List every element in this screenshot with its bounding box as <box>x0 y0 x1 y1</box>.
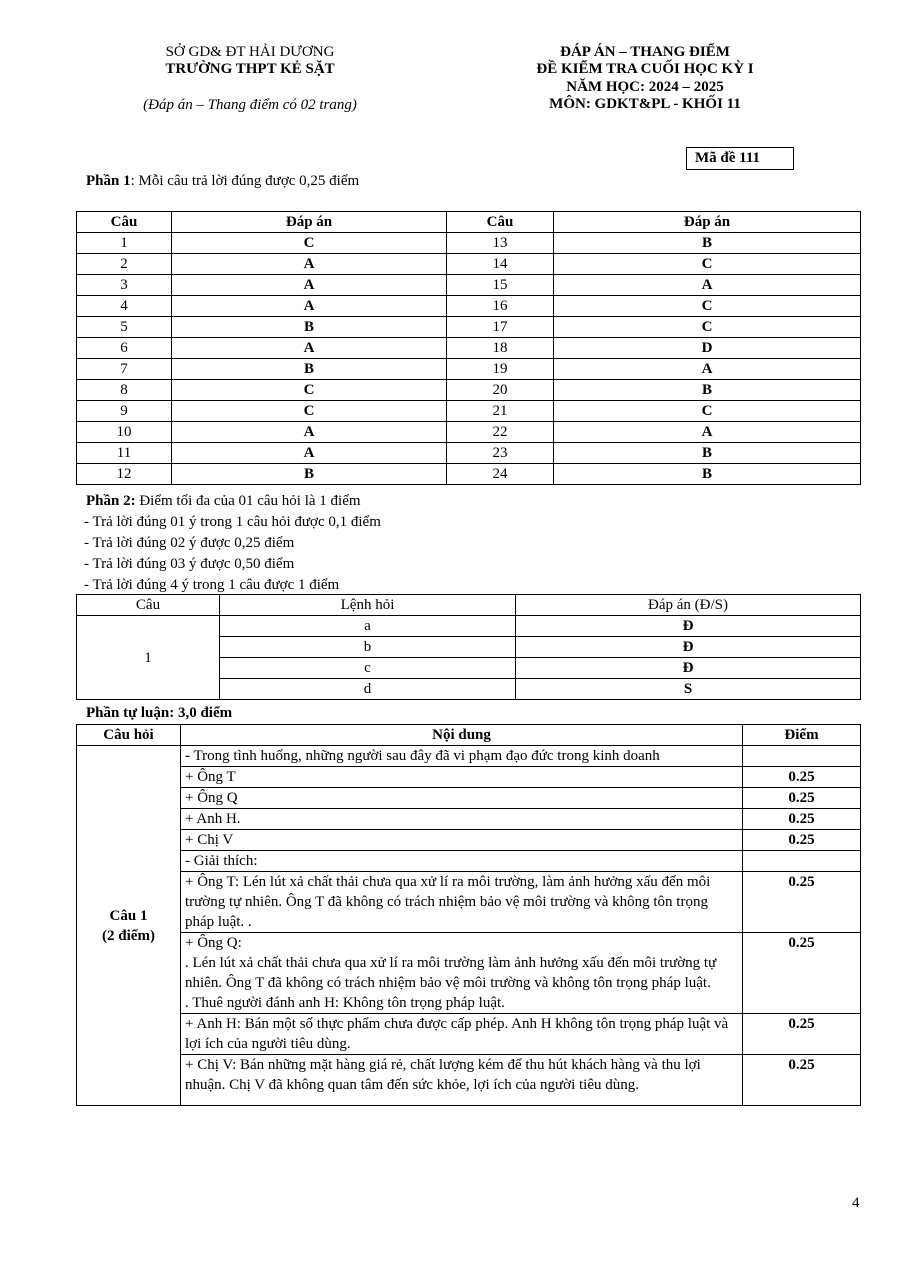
answer-letter: D <box>554 338 861 359</box>
answer-letter: C <box>172 233 447 254</box>
question-number: 18 <box>447 338 554 359</box>
answer-letter: C <box>554 317 861 338</box>
table-row <box>77 296 861 317</box>
part2-desc: Điểm tối đa của 01 câu hỏi là 1 điểm <box>135 493 361 509</box>
question-number: 6 <box>77 338 172 359</box>
question-number: 24 <box>447 464 554 485</box>
score-cell: 0.25 <box>743 809 861 830</box>
statement-letter: a <box>220 616 516 637</box>
answer-letter: C <box>554 401 861 422</box>
subject-grade: MÔN: GDKT&PL - KHỐI 11 <box>549 95 741 112</box>
table-row <box>77 830 861 851</box>
true-false-answer: Đ <box>516 616 861 637</box>
score-cell: 0.25 <box>743 933 861 1014</box>
question-number: 17 <box>447 317 554 338</box>
table-row <box>77 872 861 933</box>
question-number: 16 <box>447 296 554 317</box>
table-row <box>77 275 861 296</box>
table-header-row <box>77 212 861 233</box>
question-number: 13 <box>447 233 554 254</box>
answer-letter: A <box>172 275 447 296</box>
content-cell: + Anh H: Bán một số thực phẩm chưa được cấp phép. Anh H không tôn trọng pháp luật và lợi ích của người tiêu dùng. <box>181 1014 743 1055</box>
content-cell: + Chị V <box>181 830 743 851</box>
exam-title: ĐỀ KIỂM TRA CUỐI HỌC KỲ I <box>536 61 754 78</box>
part2-title: Phần 2: <box>86 493 136 509</box>
table-row <box>77 443 861 464</box>
table-row <box>77 933 861 1014</box>
question-number: 7 <box>77 359 172 380</box>
score-cell: 0.25 <box>743 830 861 851</box>
col-header: Điểm <box>743 725 861 746</box>
question-number: 8 <box>77 380 172 401</box>
question-number: 20 <box>447 380 554 401</box>
part2-rules <box>84 512 381 596</box>
question-number: 1 <box>77 233 172 254</box>
score-cell: 0.25 <box>743 1055 861 1106</box>
answer-letter: A <box>172 338 447 359</box>
col-header: Đáp án (Đ/S) <box>516 595 861 616</box>
document-header <box>480 44 810 113</box>
question-number: 10 <box>77 422 172 443</box>
table-row <box>77 359 861 380</box>
part1-heading <box>86 173 359 190</box>
score-cell: 0.25 <box>743 1014 861 1055</box>
col-header: Câu <box>447 212 554 233</box>
rule-line: - Trả lời đúng 02 ý được 0,25 điểm <box>84 535 295 551</box>
table-header-row <box>77 595 861 616</box>
true-false-answer: Đ <box>516 658 861 679</box>
table-row <box>77 422 861 443</box>
part1-title: Phần 1 <box>86 173 131 189</box>
question-number: 21 <box>447 401 554 422</box>
table-row <box>77 1014 861 1055</box>
answer-letter: A <box>554 422 861 443</box>
part1-answer-table <box>76 211 861 485</box>
table-row <box>77 380 861 401</box>
question-number: 5 <box>77 317 172 338</box>
content-cell <box>181 851 743 872</box>
score-cell <box>743 746 861 767</box>
question-number: 14 <box>447 254 554 275</box>
table-row <box>77 746 861 767</box>
content-cell: + Anh H. <box>181 809 743 830</box>
answer-letter: C <box>554 296 861 317</box>
question-number: 22 <box>447 422 554 443</box>
question-number: 1 <box>77 616 220 700</box>
rule-line: - Trả lời đúng 01 ý trong 1 câu hỏi được 0,1 điểm <box>84 514 381 530</box>
answer-letter: A <box>172 254 447 275</box>
answer-letter: B <box>554 464 861 485</box>
exam-code-box: Mã đề 111 <box>686 147 794 170</box>
answer-letter: B <box>172 464 447 485</box>
col-header: Đáp án <box>172 212 447 233</box>
score-cell: 0.25 <box>743 872 861 933</box>
table-row <box>77 788 861 809</box>
answer-letter: A <box>172 296 447 317</box>
answer-letter: C <box>172 380 447 401</box>
part1-desc: : Mỗi câu trả lời đúng được 0,25 điểm <box>130 173 360 189</box>
content-text: - Giải thích: <box>185 853 258 869</box>
answer-letter: C <box>554 254 861 275</box>
part2-answer-table <box>76 594 861 700</box>
question-number: 23 <box>447 443 554 464</box>
answer-letter: B <box>172 317 447 338</box>
school-name: TRƯỜNG THPT KẺ SẶT <box>165 61 335 78</box>
department-name: SỞ GD& ĐT HẢI DƯƠNG <box>165 44 335 60</box>
table-row <box>77 401 861 422</box>
doc-title: ĐÁP ÁN – THANG ĐIỂM <box>560 44 730 60</box>
school-year: NĂM HỌC: 2024 – 2025 <box>566 78 724 95</box>
question-number: 9 <box>77 401 172 422</box>
content-cell: + Chị V: Bán những mặt hàng giá rẻ, chất lượng kém để thu hút khách hàng và thu lợi nhuận. Chị V đã không quan tâm đến sức khỏe, lợi ích của người tiêu dùng. <box>181 1055 743 1106</box>
answer-letter: B <box>172 359 447 380</box>
answer-letter: A <box>172 422 447 443</box>
score-cell: 0.25 <box>743 788 861 809</box>
table-row <box>77 767 861 788</box>
table-row <box>77 317 861 338</box>
rule-line: - Trả lời đúng 4 ý trong 1 câu được 1 điểm <box>84 577 340 593</box>
col-header: Câu <box>77 595 220 616</box>
page-count-note: (Đáp án – Thang điểm có 02 trang) <box>143 96 357 113</box>
answer-letter: B <box>554 380 861 401</box>
table-header-row <box>77 725 861 746</box>
rule-line: - Trả lời đúng 03 ý được 0,50 điểm <box>84 556 295 572</box>
part2-section <box>86 491 361 511</box>
question-label: Câu 1 <box>109 907 148 924</box>
content-cell: - Trong tình huống, những người sau đây đã vi phạm đạo đức trong kinh doanh <box>181 746 743 767</box>
question-number: 12 <box>77 464 172 485</box>
table-row <box>77 254 861 275</box>
col-header: Câu <box>77 212 172 233</box>
answer-letter: A <box>172 443 447 464</box>
statement-letter: c <box>220 658 516 679</box>
question-number: 4 <box>77 296 172 317</box>
school-header <box>110 44 390 114</box>
content-line: + Ông Q: <box>185 935 242 951</box>
page-number: 4 <box>852 1195 860 1211</box>
answer-letter: B <box>554 443 861 464</box>
content-line: . Lén lút xả chất thải chưa qua xử lí ra môi trường làm ảnh hưởng xấu đến môi trường tự nhiên. Ông T đã không có trách nhiệm bảo vệ môi trường và không tôn trọng pháp luật. <box>185 955 717 991</box>
table-row <box>77 1055 861 1106</box>
col-header: Nội dung <box>181 725 743 746</box>
answer-letter: A <box>554 275 861 296</box>
question-cell <box>77 746 181 1106</box>
content-text: Trong tình huống, những người sau đây đã vi phạm đạo đức trong kinh doanh <box>190 748 660 764</box>
content-cell: + Ông Q <box>181 788 743 809</box>
score-cell <box>743 851 861 872</box>
content-line: . Thuê người đánh anh H: Không tôn trọng pháp luật. <box>185 995 505 1011</box>
content-cell: + Ông T: Lén lút xả chất thải chưa qua xử lí ra môi trường, làm ảnh hưởng xấu đến môi trường tự nhiên. Ông T đã không có trách nhiệm bảo vệ môi trường và không tôn trọng pháp luật. . <box>181 872 743 933</box>
table-row <box>77 616 861 637</box>
statement-letter: b <box>220 637 516 658</box>
question-points: (2 điểm) <box>102 927 155 944</box>
true-false-answer: S <box>516 679 861 700</box>
table-row <box>77 338 861 359</box>
col-header: Câu hỏi <box>77 725 181 746</box>
question-number: 15 <box>447 275 554 296</box>
score-cell: 0.25 <box>743 767 861 788</box>
content-cell <box>181 933 743 1014</box>
table-row <box>77 233 861 254</box>
statement-letter: d <box>220 679 516 700</box>
table-row <box>77 809 861 830</box>
answer-letter: A <box>554 359 861 380</box>
question-number: 3 <box>77 275 172 296</box>
content-cell: + Ông T <box>181 767 743 788</box>
question-number: 11 <box>77 443 172 464</box>
question-number: 19 <box>447 359 554 380</box>
answer-letter: B <box>554 233 861 254</box>
part3-heading: Phần tự luận: 3,0 điểm <box>86 705 233 721</box>
table-row <box>77 464 861 485</box>
question-number: 2 <box>77 254 172 275</box>
col-header: Lệnh hỏi <box>220 595 516 616</box>
essay-scoring-table <box>76 724 861 1106</box>
true-false-answer: Đ <box>516 637 861 658</box>
col-header: Đáp án <box>554 212 861 233</box>
answer-letter: C <box>172 401 447 422</box>
table-row <box>77 851 861 872</box>
